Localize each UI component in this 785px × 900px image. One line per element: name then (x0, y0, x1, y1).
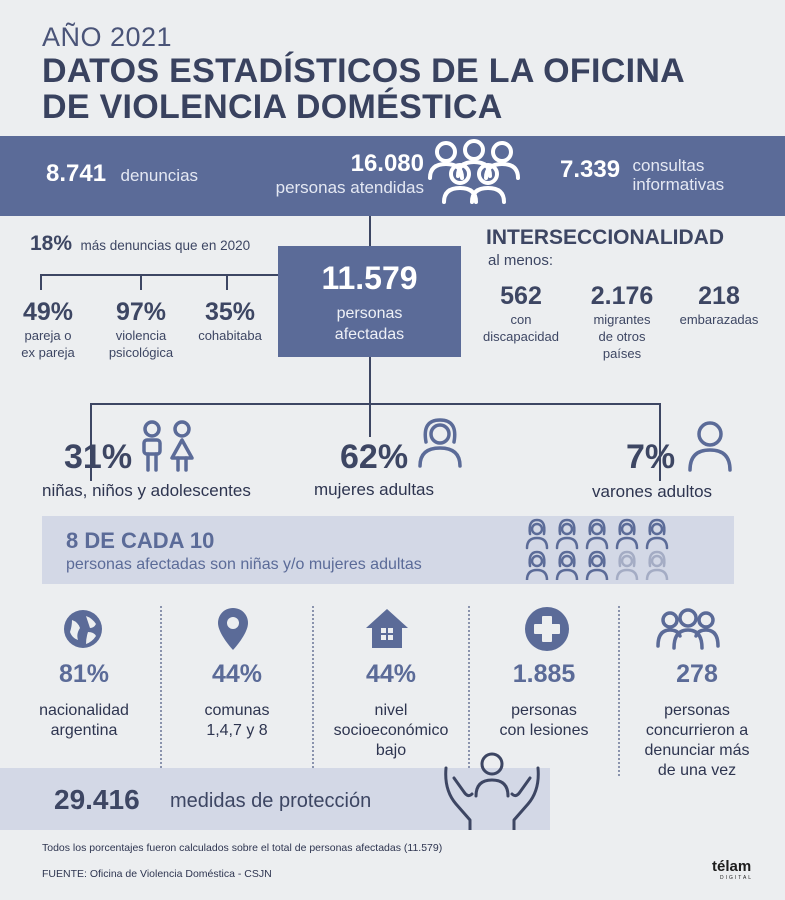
woman-icon-muted (617, 552, 637, 580)
medical-cross-icon (524, 606, 570, 652)
intersect-number: 562 (500, 282, 542, 310)
children-icon (138, 420, 198, 474)
people-ratio-icons (522, 518, 672, 580)
increase-label: más denuncias que en 2020 (80, 238, 251, 253)
location-pin-icon (216, 606, 250, 652)
group-pct: 7% (626, 438, 676, 476)
personas-atendidas-stat (254, 150, 424, 198)
denuncias-stat (46, 160, 198, 188)
stat-item (622, 660, 772, 781)
affected-number: 11.579 (321, 260, 418, 296)
stat-label-line3: bajo (375, 742, 407, 759)
woman-icon-highlighted (647, 520, 667, 548)
connector-line (40, 274, 42, 290)
stat-label-line4: de una vez (657, 762, 737, 779)
stat-label-line3: denunciar más (644, 742, 750, 759)
group-label: varones adultos (592, 482, 713, 501)
intersect-subtitle: al menos: (488, 252, 554, 269)
group-icon (656, 606, 720, 650)
relation-item (12, 298, 84, 361)
woman-icon-highlighted (587, 552, 607, 580)
protection-number: 29.416 (54, 784, 140, 815)
intersect-label-line2: discapacidad (483, 329, 559, 344)
denuncias-label: denuncias (120, 166, 199, 185)
stat-label-line2: 1,4,7 y 8 (206, 722, 268, 739)
stat-label-line1: personas (664, 702, 730, 719)
relation-pct: 35% (204, 298, 256, 326)
intersect-item (474, 282, 568, 345)
connector-line (226, 274, 228, 290)
stat-label-line2: concurrieron a (645, 722, 749, 739)
intersect-item (580, 282, 664, 362)
group-pct: 31% (64, 438, 133, 476)
stat-label-line1: comunas (204, 702, 270, 719)
intersect-title: INTERSECCIONALIDAD (486, 226, 725, 249)
stat-label-line1: nacionalidad (39, 702, 129, 719)
source-note: FUENTE: Oficina de Violencia Doméstica - CSJN (42, 868, 272, 880)
eight-of-ten-title: 8 DE CADA 10 (66, 528, 215, 553)
intersect-number: 218 (698, 282, 740, 310)
affected-box (278, 246, 461, 357)
globe-icon (62, 608, 104, 650)
affected-label-line1: personas (336, 305, 403, 322)
woman-icon-highlighted (527, 552, 547, 580)
telam-logo: télam (712, 858, 752, 875)
affected-label-line2: afectadas (334, 326, 405, 343)
group-label: niñas, niños y adolescentes (42, 481, 251, 500)
stat-number: 81% (58, 660, 110, 688)
woman-icon (414, 416, 466, 470)
divider (312, 606, 314, 776)
eight-of-ten-subtitle: personas afectadas son niñas y/o mujeres adultas (66, 556, 422, 573)
stat-item (164, 660, 310, 741)
intersect-item (672, 282, 766, 328)
consultas-label-line2: informativas (632, 175, 725, 194)
man-icon (686, 418, 734, 472)
group-pct: 62% (340, 438, 409, 476)
stat-number: 44% (365, 660, 417, 688)
denuncias-number: 8.741 (46, 160, 107, 187)
woman-icon-highlighted (557, 552, 577, 580)
stat-label-line1: nivel (374, 702, 408, 719)
connector-line (90, 403, 661, 405)
intersect-label-line3: países (602, 346, 642, 361)
stat-number: 1.885 (512, 660, 576, 688)
relation-pct: 49% (22, 298, 74, 326)
page-title-line2: DE VIOLENCIA DOMÉSTICA (42, 88, 503, 126)
personas-atendidas-number: 16.080 (350, 150, 424, 177)
telam-logo-sub: DIGITAL (720, 875, 754, 881)
protection-label: medidas de protección (170, 790, 372, 812)
stat-label-line2: socioeconómico (333, 722, 449, 739)
increase-pct: 18% (30, 232, 73, 255)
protective-hands-icon (440, 744, 544, 830)
connector-line (369, 403, 371, 437)
divider (160, 606, 162, 776)
stat-label-line2: argentina (50, 722, 118, 739)
relation-pct: 97% (115, 298, 167, 326)
intersect-number: 2.176 (590, 282, 654, 310)
connector-line (369, 216, 371, 246)
personas-atendidas-label: personas atendidas (275, 178, 424, 197)
relation-item (100, 298, 182, 361)
footnote: Todos los porcentajes fueron calculados sobre el total de personas afectadas (11.579) (42, 842, 443, 854)
consultas-label-line1: consultas (632, 156, 705, 175)
stat-number: 278 (676, 660, 718, 688)
woman-icon-highlighted (587, 520, 607, 548)
relation-label-line1: cohabitaba (198, 328, 262, 343)
relation-label-line2: ex pareja (21, 345, 75, 360)
relation-item (190, 298, 270, 344)
intersect-label-line1: migrantes (593, 312, 651, 327)
increase-stat (30, 232, 250, 256)
connector-line (369, 357, 371, 403)
woman-icon-muted (647, 552, 667, 580)
connector-line (140, 274, 142, 290)
intersect-label-line2: de otros (598, 329, 646, 344)
consultas-stat (560, 156, 724, 195)
consultas-number: 7.339 (560, 156, 621, 183)
affected-label (278, 303, 461, 345)
woman-icon-highlighted (557, 520, 577, 548)
stat-label-line1: personas (511, 702, 577, 719)
year-label: AÑO 2021 (42, 22, 173, 52)
connector-line (40, 274, 278, 276)
woman-icon-highlighted (617, 520, 637, 548)
stat-item (10, 660, 158, 741)
relation-label-line2: psicológica (108, 345, 174, 360)
woman-icon-highlighted (527, 520, 547, 548)
intersect-label-line1: con (510, 312, 532, 327)
group-label: mujeres adultas (314, 480, 435, 499)
stat-number: 44% (211, 660, 263, 688)
relation-label-line1: violencia (115, 328, 167, 343)
intersect-label-line1: embarazadas (679, 312, 759, 327)
house-icon (364, 606, 410, 650)
stat-label-line2: con lesiones (499, 722, 589, 739)
page-title-line1: DATOS ESTADÍSTICOS DE LA OFICINA (42, 52, 686, 90)
stat-item (472, 660, 616, 741)
relation-label-line1: pareja o (24, 328, 72, 343)
divider (618, 606, 620, 776)
people-group-icon (426, 138, 522, 214)
